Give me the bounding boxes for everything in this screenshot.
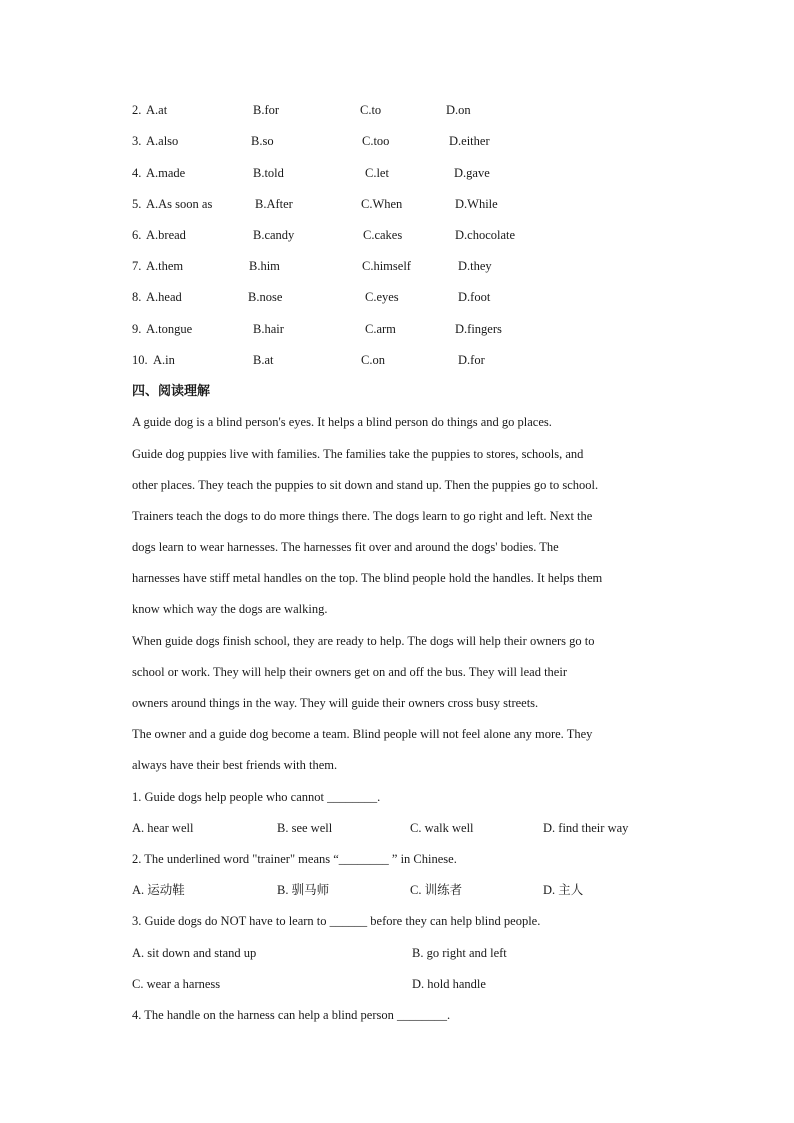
mc-option-b: B.for: [253, 103, 280, 117]
mc-option-a: A.tongue: [146, 322, 193, 336]
mc-option-a: A.head: [146, 290, 182, 304]
mc-question-number: 2.: [132, 103, 142, 117]
mc-option-b: B.After: [255, 197, 293, 211]
mc-question-number: 6.: [132, 228, 142, 242]
mc-option-d: D.either: [449, 134, 490, 148]
question-1-option-d: D. find their way: [543, 821, 629, 835]
mc-option-a: A.also: [146, 134, 179, 148]
question-3-option-d: D. hold handle: [412, 977, 486, 991]
mc-question-number: 3.: [132, 134, 142, 148]
passage-line: Trainers teach the dogs to do more things there. The dogs learn to go right and left. Next the: [132, 509, 593, 523]
mc-option-d: D.fingers: [455, 322, 502, 336]
question-3-option-b: B. go right and left: [412, 946, 507, 960]
mc-option-a: A.As soon as: [146, 197, 213, 211]
mc-option-a: A.in: [153, 353, 175, 367]
question-2-option-c: C. 训练者: [410, 883, 463, 897]
mc-option-d: D.foot: [458, 290, 491, 304]
passage-line: owners around things in the way. They will guide their owners cross busy streets.: [132, 696, 539, 710]
question-2-stem: 2. The underlined word "trainer" means “________ ” in Chinese.: [132, 852, 457, 866]
passage-line: always have their best friends with them.: [132, 758, 338, 772]
question-1-option-a: A. hear well: [132, 821, 194, 835]
mc-option-c: C.too: [362, 134, 390, 148]
mc-question-number: 5.: [132, 197, 142, 211]
mc-option-c: C.to: [360, 103, 382, 117]
passage-line: A guide dog is a blind person's eyes. It helps a blind person do things and go places.: [132, 415, 552, 429]
mc-option-b: B.nose: [248, 290, 283, 304]
mc-option-d: D.While: [455, 197, 498, 211]
mc-option-c: C.arm: [365, 322, 396, 336]
mc-option-d: D.for: [458, 353, 485, 367]
mc-option-c: C.When: [361, 197, 403, 211]
question-4-stem: 4. The handle on the harness can help a blind person ________.: [132, 1008, 451, 1022]
question-3-option-a: A. sit down and stand up: [132, 946, 257, 960]
mc-option-c: C.let: [365, 166, 389, 180]
mc-option-b: B.so: [251, 134, 274, 148]
passage-line: Guide dog puppies live with families. The families take the puppies to stores, schools, and: [132, 447, 584, 461]
mc-option-b: B.told: [253, 166, 284, 180]
question-1-option-b: B. see well: [277, 821, 333, 835]
mc-question-number: 9.: [132, 322, 142, 336]
mc-option-d: D.they: [458, 259, 492, 273]
question-1-option-c: C. walk well: [410, 821, 474, 835]
mc-option-b: B.candy: [253, 228, 295, 242]
mc-question-number: 4.: [132, 166, 142, 180]
passage-line: know which way the dogs are walking.: [132, 602, 328, 616]
mc-option-c: C.cakes: [363, 228, 403, 242]
passage-line: When guide dogs finish school, they are ready to help. The dogs will help their owners go to: [132, 634, 595, 648]
question-3-stem: 3. Guide dogs do NOT have to learn to ______ before they can help blind people.: [132, 914, 541, 928]
question-1-stem: 1. Guide dogs help people who cannot ________.: [132, 790, 381, 804]
mc-option-c: C.himself: [362, 259, 411, 273]
passage-line: school or work. They will help their owners get on and off the bus. They will lead their: [132, 665, 567, 679]
mc-option-d: D.gave: [454, 166, 490, 180]
question-2-option-b: B. 驯马师: [277, 883, 330, 897]
mc-option-a: A.made: [146, 166, 186, 180]
mc-option-b: B.at: [253, 353, 274, 367]
mc-option-c: C.eyes: [365, 290, 399, 304]
mc-question-number: 7.: [132, 259, 142, 273]
passage-line: The owner and a guide dog become a team. Blind people will not feel alone any more. They: [132, 727, 593, 741]
mc-question-number: 10.: [132, 353, 148, 367]
mc-option-b: B.him: [249, 259, 280, 273]
mc-option-b: B.hair: [253, 322, 284, 336]
passage-line: dogs learn to wear harnesses. The harnesses fit over and around the dogs' bodies. The: [132, 540, 559, 554]
mc-option-d: D.chocolate: [455, 228, 516, 242]
mc-option-c: C.on: [361, 353, 385, 367]
mc-option-a: A.at: [146, 103, 168, 117]
mc-option-a: A.them: [146, 259, 184, 273]
mc-option-a: A.bread: [146, 228, 186, 242]
passage-line: harnesses have stiff metal handles on the top. The blind people hold the handles. It helps them: [132, 571, 603, 585]
question-2-option-d: D. 主人: [543, 883, 584, 897]
section-heading: 四、阅读理解: [132, 383, 211, 398]
passage-line: other places. They teach the puppies to sit down and stand up. Then the puppies go to school.: [132, 478, 599, 492]
mc-question-number: 8.: [132, 290, 142, 304]
question-3-option-c: C. wear a harness: [132, 977, 221, 991]
question-2-option-a: A. 运动鞋: [132, 883, 185, 897]
mc-option-d: D.on: [446, 103, 471, 117]
